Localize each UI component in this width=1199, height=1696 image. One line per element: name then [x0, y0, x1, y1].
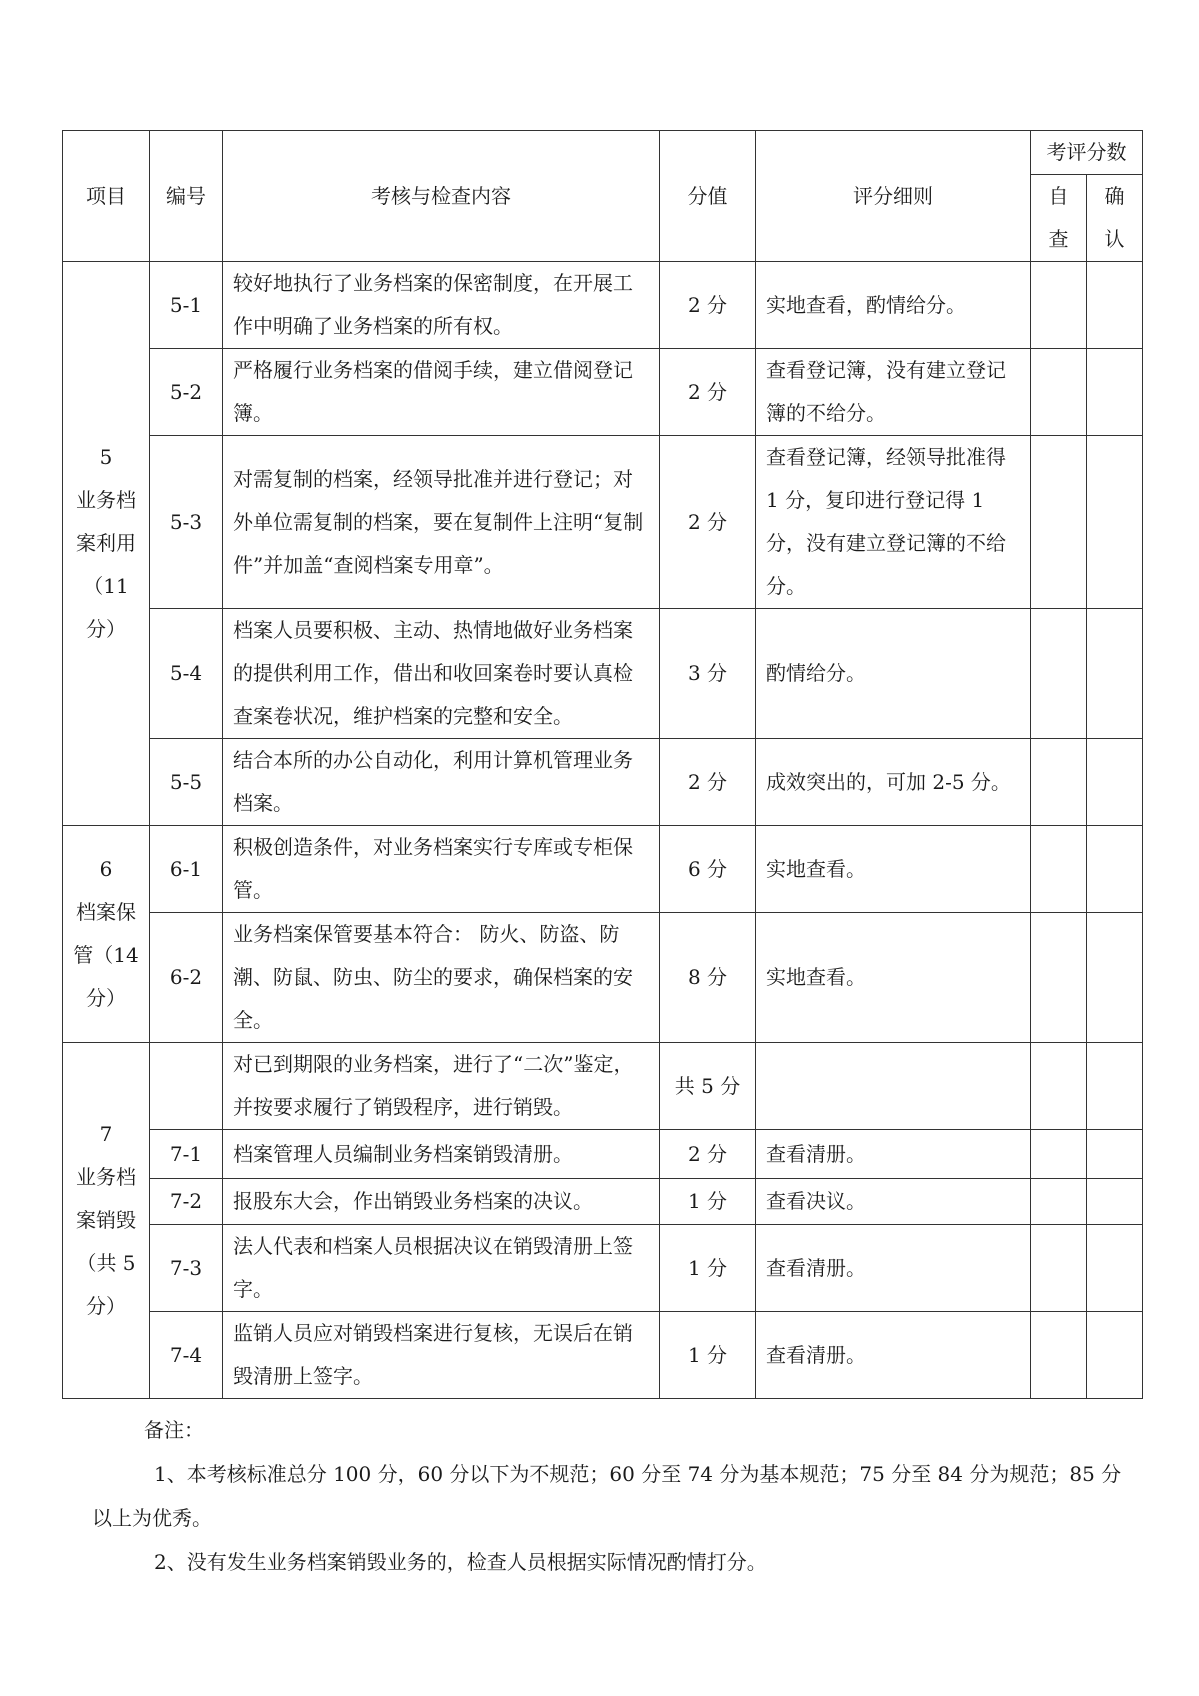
criteria-cell: 查看清册。: [756, 1312, 1031, 1399]
self-check-cell[interactable]: [1031, 913, 1087, 1043]
header-project: 项目: [63, 131, 150, 262]
table-row: [63, 1312, 1143, 1399]
table-row: [63, 739, 1143, 826]
number-cell: 7-3: [150, 1225, 223, 1312]
header-criteria: 评分细则: [756, 131, 1031, 262]
self-check-cell[interactable]: [1031, 1179, 1087, 1225]
self-check-cell[interactable]: [1031, 262, 1087, 349]
criteria-cell: 酌情给分。: [756, 609, 1031, 739]
score-cell: 2 分: [660, 262, 756, 349]
content-cell: 对已到期限的业务档案，进行了“二次”鉴定，并按要求履行了销毁程序，进行销毁。: [223, 1043, 660, 1130]
self-check-cell[interactable]: [1031, 436, 1087, 609]
header-score: 分值: [660, 131, 756, 262]
confirm-cell[interactable]: [1087, 1179, 1143, 1225]
number-cell: 7-2: [150, 1179, 223, 1225]
number-cell: 5-3: [150, 436, 223, 609]
score-cell: 2 分: [660, 739, 756, 826]
note-item: 2、没有发生业务档案销毁业务的，检查人员根据实际情况酌情打分。: [154, 1550, 767, 1574]
project-cell: 7 业务档 案销毁 （共 5 分）: [63, 1043, 150, 1399]
number-cell: 5-1: [150, 262, 223, 349]
content-cell: 积极创造条件，对业务档案实行专库或专柜保管。: [223, 826, 660, 913]
criteria-cell: 查看登记簿，经领导批准得 1 分，复印进行登记得 1 分，没有建立登记簿的不给分。: [756, 436, 1031, 609]
note-item: 1、本考核标准总分 100 分，60 分以下为不规范；60 分至 74 分为基本规范；75 分至 84 分为规范；85 分以上为优秀。: [92, 1462, 1122, 1530]
confirm-cell[interactable]: [1087, 1043, 1143, 1130]
content-cell: 监销人员应对销毁档案进行复核，无误后在销毁清册上签字。: [223, 1312, 660, 1399]
self-check-cell[interactable]: [1031, 609, 1087, 739]
score-cell: 1 分: [660, 1312, 756, 1399]
score-cell: 3 分: [660, 609, 756, 739]
confirm-cell[interactable]: [1087, 1130, 1143, 1179]
number-cell: 6-1: [150, 826, 223, 913]
confirm-cell[interactable]: [1087, 913, 1143, 1043]
number-cell: [150, 1043, 223, 1130]
header-number: 编号: [150, 131, 223, 262]
criteria-cell: 查看清册。: [756, 1130, 1031, 1179]
self-check-cell[interactable]: [1031, 1130, 1087, 1179]
content-cell: 结合本所的办公自动化，利用计算机管理业务档案。: [223, 739, 660, 826]
criteria-cell: 查看清册。: [756, 1225, 1031, 1312]
content-cell: 档案管理人员编制业务档案销毁清册。: [223, 1130, 660, 1179]
confirm-cell[interactable]: [1087, 436, 1143, 609]
confirm-cell[interactable]: [1087, 1225, 1143, 1312]
table-row: [63, 826, 1143, 913]
self-check-cell[interactable]: [1031, 826, 1087, 913]
table-row: [63, 349, 1143, 436]
score-cell: 1 分: [660, 1179, 756, 1225]
criteria-cell: 实地查看。: [756, 913, 1031, 1043]
table-row: [63, 1043, 1143, 1130]
confirm-cell[interactable]: [1087, 609, 1143, 739]
number-cell: 5-2: [150, 349, 223, 436]
header-confirm: 确 认: [1087, 175, 1143, 262]
self-check-cell[interactable]: [1031, 739, 1087, 826]
project-cell: 5 业务档 案利用 （11 分）: [63, 262, 150, 826]
table-row: [63, 609, 1143, 739]
confirm-cell[interactable]: [1087, 262, 1143, 349]
score-cell: 6 分: [660, 826, 756, 913]
score-cell: 1 分: [660, 1225, 756, 1312]
table-row: [63, 1130, 1143, 1179]
score-cell: 2 分: [660, 349, 756, 436]
confirm-cell[interactable]: [1087, 1312, 1143, 1399]
self-check-cell[interactable]: [1031, 1225, 1087, 1312]
header-row: [63, 131, 1143, 175]
confirm-cell[interactable]: [1087, 349, 1143, 436]
content-cell: 报股东大会，作出销毁业务档案的决议。: [223, 1179, 660, 1225]
criteria-cell: 成效突出的，可加 2-5 分。: [756, 739, 1031, 826]
table-row: [63, 913, 1143, 1043]
content-cell: 对需复制的档案，经领导批准并进行登记；对外单位需复制的档案，要在复制件上注明“复制件”并加盖“查阅档案专用章”。: [223, 436, 660, 609]
self-check-cell[interactable]: [1031, 1043, 1087, 1130]
header-self-check: 自 查: [1031, 175, 1087, 262]
content-cell: 较好地执行了业务档案的保密制度，在开展工作中明确了业务档案的所有权。: [223, 262, 660, 349]
content-cell: 档案人员要积极、主动、热情地做好业务档案的提供利用工作，借出和收回案卷时要认真检查案卷状况，维护档案的完整和安全。: [223, 609, 660, 739]
criteria-cell: 查看决议。: [756, 1179, 1031, 1225]
criteria-cell: 查看登记簿，没有建立登记簿的不给分。: [756, 349, 1031, 436]
self-check-cell[interactable]: [1031, 1312, 1087, 1399]
confirm-cell[interactable]: [1087, 826, 1143, 913]
criteria-cell: 实地查看，酌情给分。: [756, 262, 1031, 349]
project-cell: 6 档案保 管（14 分）: [63, 826, 150, 1043]
criteria-cell: [756, 1043, 1031, 1130]
assessment-table: [62, 130, 1143, 1399]
notes-heading: 备注：: [144, 1418, 204, 1442]
content-cell: 业务档案保管要基本符合： 防火、防盗、防潮、防鼠、防虫、防尘的要求，确保档案的安全。: [223, 913, 660, 1043]
table-row: [63, 262, 1143, 349]
number-cell: 5-5: [150, 739, 223, 826]
number-cell: 7-1: [150, 1130, 223, 1179]
score-cell: 2 分: [660, 436, 756, 609]
score-cell: 2 分: [660, 1130, 756, 1179]
header-rating: 考评分数: [1031, 131, 1143, 175]
content-cell: 严格履行业务档案的借阅手续，建立借阅登记簿。: [223, 349, 660, 436]
content-cell: 法人代表和档案人员根据决议在销毁清册上签字。: [223, 1225, 660, 1312]
table-row: [63, 436, 1143, 609]
number-cell: 5-4: [150, 609, 223, 739]
header-content: 考核与检查内容: [223, 131, 660, 262]
self-check-cell[interactable]: [1031, 349, 1087, 436]
score-cell: 共 5 分: [660, 1043, 756, 1130]
number-cell: 6-2: [150, 913, 223, 1043]
confirm-cell[interactable]: [1087, 739, 1143, 826]
score-cell: 8 分: [660, 913, 756, 1043]
notes-section: [92, 1408, 1122, 1584]
criteria-cell: 实地查看。: [756, 826, 1031, 913]
table-row: [63, 1225, 1143, 1312]
number-cell: 7-4: [150, 1312, 223, 1399]
table-row: [63, 1179, 1143, 1225]
